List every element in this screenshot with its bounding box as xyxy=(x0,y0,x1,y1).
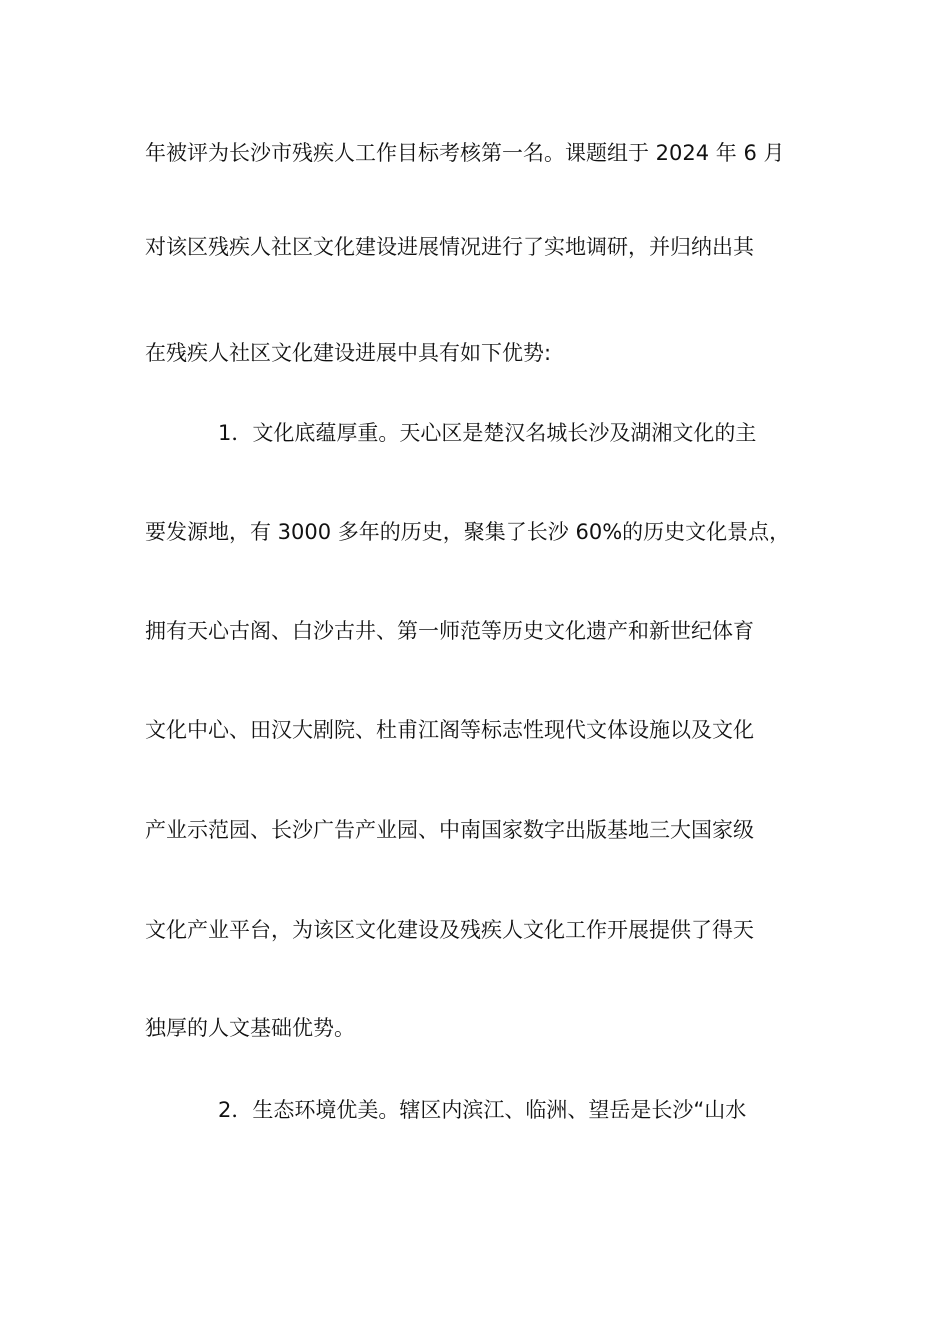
list-item-1-line-2: 要发源地，有 3000 多年的历史，聚集了长沙 60%的历史文化景点， xyxy=(145,520,791,544)
list-item-2-line-1: 2．生态环境优美。辖区内滨江、临洲、望岳是长沙“山水 xyxy=(218,1098,747,1122)
paragraph-line-1: 年被评为长沙市残疾人工作目标考核第一名。课题组于 2024 年 6 月 xyxy=(145,141,785,165)
list-item-1-line-6: 文化产业平台，为该区文化建设及残疾人文化工作开展提供了得天 xyxy=(145,918,754,942)
paragraph-line-2: 对该区残疾人社区文化建设进展情况进行了实地调研，并归纳出其 xyxy=(145,235,754,259)
list-item-1-line-4: 文化中心、田汉大剧院、杜甫江阁等标志性现代文体设施以及文化 xyxy=(145,718,754,742)
list-item-1-line-5: 产业示范园、长沙广告产业园、中南国家数字出版基地三大国家级 xyxy=(145,818,754,842)
list-item-1-line-7: 独厚的人文基础优势。 xyxy=(145,1016,355,1040)
list-item-1-line-1: 1．文化底蕴厚重。天心区是楚汉名城长沙及湖湘文化的主 xyxy=(218,421,757,445)
list-item-1-line-3: 拥有天心古阁、白沙古井、第一师范等历史文化遗产和新世纪体育 xyxy=(145,619,754,643)
paragraph-line-3: 在残疾人社区文化建设进展中具有如下优势: xyxy=(145,341,552,365)
